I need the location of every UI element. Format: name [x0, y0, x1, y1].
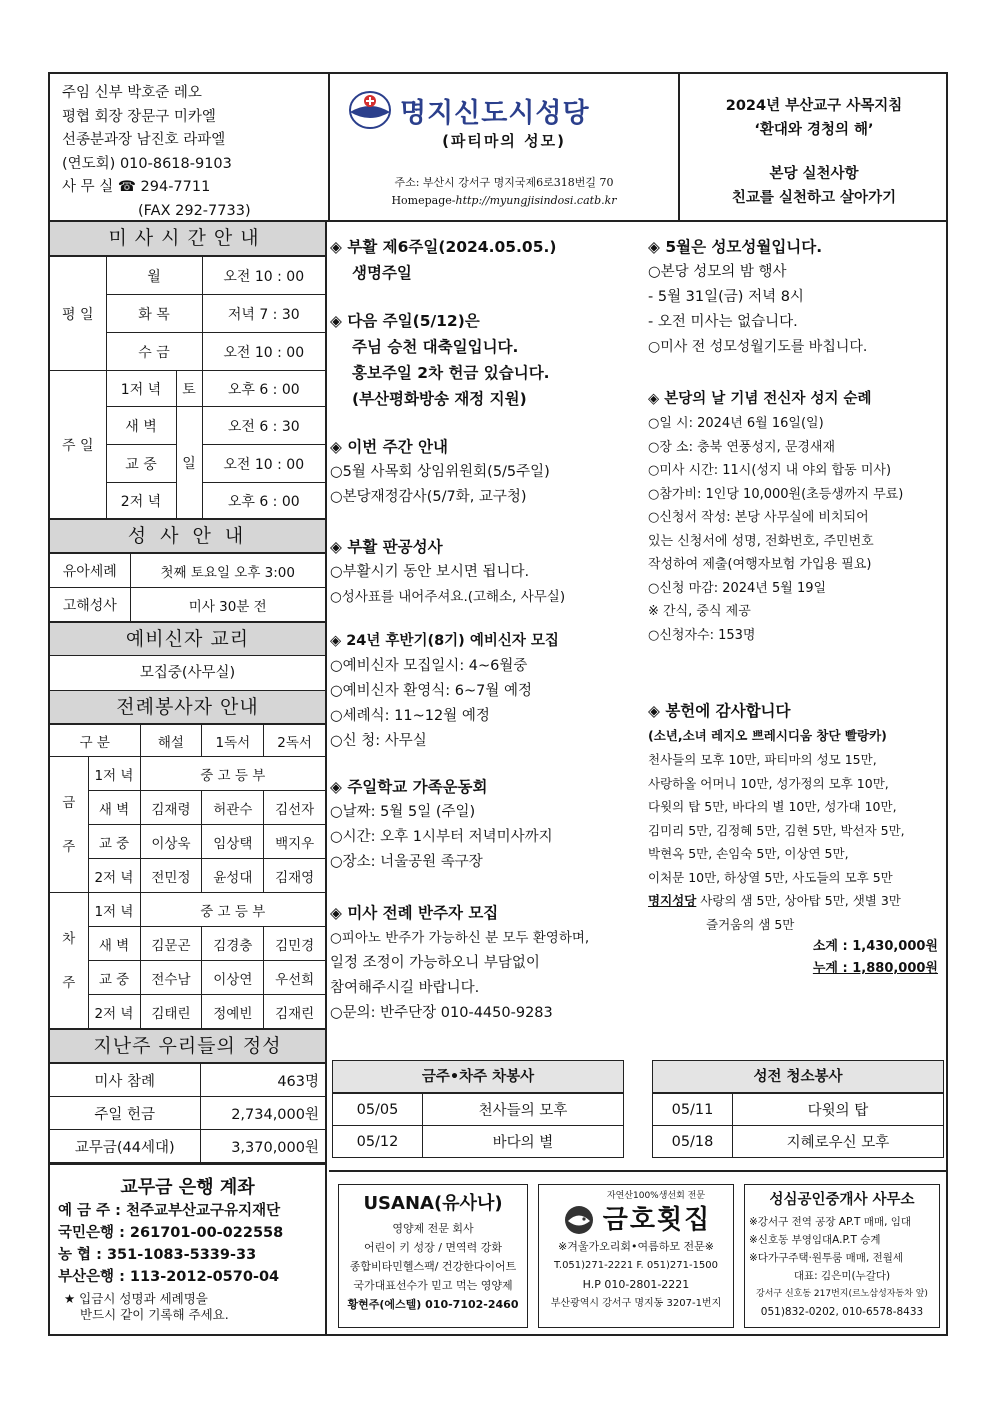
notice-title: ◈ 부활 판공성사	[330, 538, 443, 556]
confession-label: 고해성사	[50, 588, 130, 622]
notice-line: ○문의: 반주단장 010-4450-9283	[330, 1005, 553, 1021]
table-row	[50, 961, 325, 995]
ad-usana	[338, 1184, 528, 1328]
ad-line: 영양제 전문 회사	[392, 1222, 474, 1235]
table-row	[50, 825, 325, 859]
table-row	[333, 1126, 624, 1158]
thanks-line: 김미리 5만, 김정혜 5만, 김현 5만, 박선자 5만,	[648, 822, 905, 838]
day-cell: 일	[176, 407, 202, 519]
thanks-line: 사랑하올 어머니 10만, 성가정의 모후 10만,	[648, 775, 889, 791]
baptism-value: 첫째 토요일 오후 3:00	[130, 554, 325, 588]
ad-line: 종합비타민헬스팩/ 건강한다이어트	[349, 1260, 517, 1273]
bank-note: 반드시 같이 기록해 주세요.	[80, 1307, 229, 1322]
clean-volunteer-box	[652, 1060, 944, 1158]
total-value: 누계 : 1,880,000원	[812, 961, 938, 976]
table-row	[50, 893, 325, 927]
staff-list	[62, 82, 251, 223]
offering-table	[50, 1063, 325, 1163]
ad-geumho	[538, 1184, 734, 1328]
homepage-label: Homepage-	[391, 194, 456, 207]
notice-line: ○미사 전 성모성월기도를 바칩니다.	[648, 339, 868, 355]
notice-line: (부산평화방송 재정 지원)	[352, 390, 527, 408]
day-cell: 월	[106, 257, 202, 295]
notice-line: ○신청자수: 153명	[648, 627, 756, 643]
ad-line: ※다가구주택·원투룸 매매, 전월세	[749, 1252, 904, 1264]
ad-line: 강서구 신호동 217번지(르노삼성자동차 앞)	[756, 1289, 928, 1299]
table-row	[333, 1094, 624, 1126]
notice-line: 홍보주일 2차 헌금 있습니다.	[352, 364, 550, 382]
table-row	[50, 791, 325, 825]
server-cell: 정예빈	[202, 995, 264, 1029]
table-row	[50, 1130, 325, 1163]
table-row	[653, 1094, 944, 1126]
server-cell: 김선자	[264, 791, 325, 825]
sunday-label: 주 일	[50, 371, 106, 519]
practice-title: 본당 실천사항	[769, 166, 859, 182]
day-cell: 2저 녁	[106, 483, 176, 519]
ad-line: 국가대표선수가 믿고 먹는 영양제	[353, 1279, 513, 1292]
thanks-line: 천사들의 모후 10만, 파티마의 성모 15만,	[648, 752, 877, 767]
thanks-text: 사랑의 샘 5만, 상아탑 5만, 샛별 3만	[700, 893, 901, 908]
left-column	[50, 222, 327, 1336]
offering-title: 지난주 우리들의 정성	[50, 1029, 325, 1063]
confession-value: 미사 30분 전	[130, 588, 325, 622]
mass-slot: 새 벽	[88, 791, 140, 825]
notice-title: ◈ 다음 주일(5/12)은	[330, 312, 480, 330]
notice-line: ○성사표를 내어주셔요.(고해소, 사무실)	[330, 589, 566, 605]
notice-line: ○예비신자 환영식: 6~7월 예정	[330, 683, 533, 699]
total	[648, 958, 938, 980]
thanks-line	[648, 889, 938, 913]
notice-line: 있는 신청서에 성명, 전화번호, 주민번호	[648, 533, 874, 549]
homepage-link[interactable]: http://myungjisindosi.catb.kr	[455, 194, 617, 207]
server-cell: 이상욱	[140, 825, 202, 859]
staff-line: 주임 신부 박호준 레오	[62, 85, 202, 101]
time-cell: 오전 10 : 00	[202, 333, 325, 371]
col-header: 2독서	[264, 725, 325, 757]
clean-table	[652, 1093, 944, 1158]
mass-slot: 2저 녁	[88, 995, 140, 1029]
ad-line: ※겨울가오리회•여름하모 전문※	[558, 1240, 714, 1253]
ad-line: 자연산100%생선회 전문	[606, 1191, 706, 1201]
clean-title: 성전 청소봉사	[652, 1060, 944, 1093]
notice-line: ○본당재정감사(5/7화, 교구청)	[330, 489, 527, 505]
notice-block	[330, 434, 550, 510]
notice-title: ◈ 본당의 날 기념 전신자 성지 순례	[648, 391, 872, 407]
date-cell: 05/12	[333, 1126, 423, 1158]
table-row	[50, 927, 325, 961]
notice-line: ○장소: 너울공원 족구장	[330, 854, 483, 870]
ad-title: USANA(유사나)	[363, 1193, 503, 1214]
staff-line: 사 무 실 ☎ 294-7711	[62, 179, 211, 195]
church-address: 주소: 부산시 강서구 명지국제6로318번길 70	[394, 176, 614, 189]
notice-line: ○부활시기 동안 보시면 됩니다.	[330, 564, 530, 580]
group-cell: 다윗의 탑	[733, 1094, 944, 1126]
notice-title: ◈ 5월은 성모성월입니다.	[648, 238, 823, 256]
staff-line: (연도회) 010-8618-9103	[62, 155, 232, 172]
notice-block	[330, 308, 550, 412]
motto-block	[682, 74, 946, 220]
notice-line: ○장 소: 충북 연풍성지, 문경새재	[648, 439, 836, 455]
ad-line: H.P 010-2801-2221	[582, 1278, 690, 1291]
time-cell: 오후 6 : 00	[202, 483, 325, 519]
logo-row	[348, 88, 590, 132]
notice-line: ○5월 사목회 상임위원회(5/5주일)	[330, 464, 550, 480]
day-cell: 토	[176, 371, 202, 407]
thanks-label: 명지성당	[648, 893, 697, 908]
thanks-line: 즐거움의 샘 5만	[706, 916, 795, 932]
offering-value: 2,734,000원	[200, 1097, 325, 1130]
notice-line: 일정 조정이 가능하오니 부담없이	[330, 955, 540, 971]
bank-section	[50, 1163, 325, 1329]
server-cell: 김재린	[264, 995, 325, 1029]
bank-note: ★ 입금시 성명과 세례명을	[64, 1291, 208, 1306]
thanks-block	[648, 698, 938, 980]
server-cell: 이상연	[202, 961, 264, 995]
table-row	[50, 1064, 325, 1097]
table-row	[50, 757, 325, 791]
offering-label: 교무금(44세대)	[50, 1130, 200, 1163]
server-cell: 임상택	[202, 825, 264, 859]
table-row	[50, 257, 325, 295]
notice-line: ○신청서 작성: 본당 사무실에 비치되어	[648, 510, 869, 525]
this-week-label: 금 주	[50, 757, 88, 893]
server-cell: 우선희	[264, 961, 325, 995]
motto: ‘환대와 경청의 해’	[754, 122, 874, 138]
time-cell: 저녁 7 : 30	[202, 295, 325, 333]
thanks-line: 이처문 10만, 하상열 5만, 사도들의 모후 5만	[648, 869, 893, 885]
date-cell: 05/05	[333, 1094, 423, 1126]
ad-title: 금호횟집	[602, 1204, 712, 1235]
motto-year: 2024년 부산교구 사목지침	[725, 98, 903, 114]
ad-line: ※강서구 전역 공장 AP.T 매매, 임대	[749, 1216, 912, 1228]
mass-table	[50, 256, 325, 519]
mass-slot: 교 중	[88, 961, 140, 995]
fish-logo-icon	[561, 1204, 597, 1236]
next-week-label: 차 주	[50, 893, 88, 1029]
car-title: 금주•차주 차봉사	[332, 1060, 624, 1093]
thanks-title: ◈ 봉헌에 감사합니다	[648, 702, 791, 720]
staff-line: 선종분과장 남진호 라파엘	[62, 132, 226, 148]
server-cell: 김재령	[140, 791, 202, 825]
date-cell: 05/18	[653, 1126, 733, 1158]
notice-line: ○본당 성모의 밤 행사	[648, 264, 787, 280]
table-row	[50, 859, 325, 893]
notice-line: 작성하여 제출(여행자보험 가입용 필요)	[648, 557, 872, 572]
bank-title: 교무금 은행 계좌	[120, 1177, 255, 1198]
offering-value: 3,370,000원	[200, 1130, 325, 1163]
server-cell: 김경충	[202, 927, 264, 961]
time-cell: 오전 6 : 30	[202, 407, 325, 445]
col-header: 1독서	[202, 725, 264, 757]
practice: 친교를 실천하고 살아가기	[731, 190, 897, 206]
table-row	[50, 995, 325, 1029]
notice-block	[330, 534, 565, 610]
thanks-subtitle: (소년,소녀 레지오 쁘레시디움 창단 빨랑카)	[648, 728, 887, 743]
servers-title: 전례봉사자 안내	[50, 690, 325, 724]
server-cell: 김재영	[264, 859, 325, 893]
notice-line: ○날짜: 5월 5일 (주일)	[330, 804, 476, 820]
notice-title: ◈ 주일학교 가족운동회	[330, 778, 488, 796]
col-header: 해설	[140, 725, 202, 757]
server-cell: 윤성대	[202, 859, 264, 893]
bulletin-page	[48, 72, 948, 1336]
notice-line: 생명주일	[352, 264, 412, 282]
notice-block	[330, 234, 556, 286]
time-cell: 오전 10 : 00	[202, 257, 325, 295]
offering-value: 463명	[200, 1064, 325, 1097]
notice-block	[330, 900, 589, 1026]
notice-block	[330, 628, 559, 754]
bank-line: 농 협 : 351-1083-5339-33	[58, 1247, 257, 1263]
notice-block	[648, 234, 867, 360]
catechumen-title: 예비신자 교리	[50, 622, 325, 656]
table-row	[50, 725, 325, 757]
server-cell: 중 고 등 부	[140, 757, 325, 791]
table-row	[653, 1126, 944, 1158]
ad-line: ※신호동 부영임대A.P.T 승계	[749, 1234, 881, 1246]
table-row	[50, 554, 325, 588]
car-volunteer-box	[332, 1060, 624, 1158]
subtotal: 소계 : 1,430,000원	[812, 939, 938, 954]
day-cell: 교 중	[106, 445, 176, 483]
col-header: 구 분	[50, 725, 140, 757]
mass-slot: 2저 녁	[88, 859, 140, 893]
notice-line: ※ 간식, 중식 제공	[648, 604, 751, 619]
staff-line: 평협 회장 장문구 미카엘	[62, 108, 216, 125]
ad-title: 성심공인중개사 사무소	[769, 1192, 915, 1208]
notice-line: ○예비신자 모집일시: 4~6월중	[330, 658, 528, 674]
server-cell: 백지우	[264, 825, 325, 859]
table-row	[50, 371, 325, 407]
server-cell: 중 고 등 부	[140, 893, 325, 927]
notice-line: ○신청 마감: 2024년 5월 19일	[648, 580, 827, 596]
notice-line: ○참가비: 1인당 10,000원(초등생까지 무료)	[648, 486, 904, 502]
mass-slot: 1저 녁	[88, 893, 140, 927]
ad-line: 051)832-0202, 010-6578-8433	[760, 1306, 924, 1318]
notice-line: ○일 시: 2024년 6월 16일(일)	[648, 416, 824, 431]
catechumen-value: 모집중(사무실)	[139, 665, 236, 681]
sacrament-title: 성 사 안 내	[50, 519, 325, 553]
bank-line: 부산은행 : 113-2012-0570-04	[58, 1269, 280, 1285]
ad-line: 황현주(에스텔) 010-7102-2460	[347, 1298, 519, 1311]
ad-line: T.051)271-2221 F. 051)271-1500	[553, 1260, 719, 1271]
table-row	[50, 1097, 325, 1130]
table-row	[50, 588, 325, 622]
server-cell: 전민정	[140, 859, 202, 893]
notice-title: ◈ 부활 제6주일(2024.05.05.)	[330, 238, 557, 256]
church-subtitle: (파티마의 성모)	[442, 132, 566, 150]
sacrament-table	[50, 553, 325, 622]
server-cell: 김문곤	[140, 927, 202, 961]
server-cell: 허관수	[202, 791, 264, 825]
day-cell: 1저 녁	[106, 371, 176, 407]
offering-label: 미사 참례	[50, 1064, 200, 1097]
church-logo-icon	[348, 90, 392, 130]
notice-line: ○세례식: 11~12월 예정	[330, 708, 490, 724]
offering-label: 주일 헌금	[50, 1097, 200, 1130]
servers-table	[50, 724, 325, 1029]
notice-line: ○시간: 오후 1시부터 저녁미사까지	[330, 829, 553, 845]
church-title-block	[328, 74, 680, 220]
notice-title: ◈ 미사 전례 반주자 모집	[330, 904, 499, 922]
bank-line: 국민은행 : 261701-00-022558	[58, 1225, 284, 1241]
server-cell: 김민경	[264, 927, 325, 961]
ad-line: 부산광역시 강서구 명지동 3207-1번지	[550, 1298, 722, 1309]
car-table	[332, 1093, 624, 1158]
baptism-label: 유아세례	[50, 554, 130, 588]
thanks-line: 다윗의 탑 5만, 바다의 별 10만, 성가대 10만,	[648, 799, 897, 814]
notice-line: - 오전 미사는 없습니다.	[648, 314, 798, 330]
ads-divider	[329, 1170, 946, 1172]
time-cell: 오후 6 : 00	[202, 371, 325, 407]
mass-slot: 새 벽	[88, 927, 140, 961]
ad-line: 어린이 키 성장 / 면역력 강화	[363, 1241, 503, 1254]
server-cell: 전수남	[140, 961, 202, 995]
homepage	[330, 194, 678, 207]
ad-header	[539, 1203, 733, 1237]
bank-line: 예 금 주 : 천주교부산교구유지재단	[58, 1203, 281, 1219]
mass-slot: 교 중	[88, 825, 140, 859]
notice-block	[648, 386, 903, 647]
notice-line: ○신 청: 사무실	[330, 733, 427, 749]
ad-line: 대표: 김은미(누갈다)	[793, 1270, 891, 1282]
notice-line: 참여해주시길 바랍니다.	[330, 980, 480, 996]
notice-line: 주님 승천 대축일입니다.	[352, 338, 519, 356]
header	[50, 74, 946, 222]
ad-realty	[744, 1184, 940, 1328]
mass-slot: 1저 녁	[88, 757, 140, 791]
time-cell: 오전 10 : 00	[202, 445, 325, 483]
day-cell: 수 금	[106, 333, 202, 371]
server-cell: 김태린	[140, 995, 202, 1029]
notice-title: ◈ 이번 주간 안내	[330, 438, 448, 456]
weekday-label: 평 일	[50, 257, 106, 371]
day-cell: 화 목	[106, 295, 202, 333]
mass-title: 미사시간안내	[50, 222, 325, 256]
notice-line: - 5월 31일(금) 저녁 8시	[648, 289, 804, 305]
group-cell: 바다의 별	[423, 1126, 624, 1158]
day-cell: 새 벽	[106, 407, 176, 445]
notice-title: ◈ 24년 후반기(8기) 예비신자 모집	[330, 633, 559, 649]
group-cell: 천사들의 모후	[423, 1094, 624, 1126]
group-cell: 지혜로우신 모후	[733, 1126, 944, 1158]
church-name: 명지신도시성당	[400, 97, 590, 129]
notice-line: ○피아노 반주가 가능하신 분 모두 환영하며,	[330, 930, 590, 946]
notice-line: ○미사 시간: 11시(성지 내 야외 합동 미사)	[648, 463, 892, 478]
staff-line: (FAX 292-7733)	[138, 202, 251, 219]
thanks-line: 박현옥 5만, 손임숙 5만, 이상연 5만,	[648, 846, 849, 861]
notice-block	[330, 774, 553, 875]
date-cell: 05/11	[653, 1094, 733, 1126]
